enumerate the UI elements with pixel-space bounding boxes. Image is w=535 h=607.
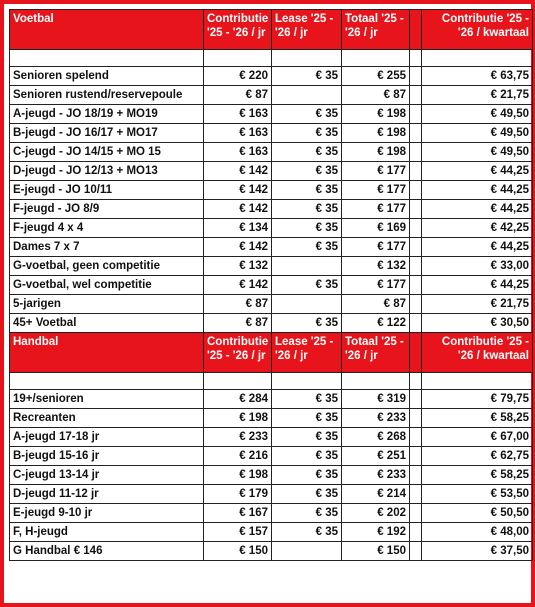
gap-cell (410, 314, 422, 333)
totaal-cell: € 177 (342, 200, 410, 219)
kwartaal-cell: € 33,00 (422, 257, 533, 276)
totaal-cell: € 192 (342, 523, 410, 542)
table-row (10, 504, 533, 523)
gap-cell (410, 105, 422, 124)
contributie-cell: € 150 (204, 542, 272, 561)
totaal-cell: € 251 (342, 447, 410, 466)
kwartaal-cell: € 44,25 (422, 276, 533, 295)
lease-cell (272, 86, 342, 105)
table-row (10, 257, 533, 276)
contributie-cell: € 142 (204, 200, 272, 219)
totaal-cell: € 233 (342, 409, 410, 428)
category-cell: F-jeugd - JO 8/9 (10, 200, 204, 219)
table-row (10, 390, 533, 409)
gap-cell (410, 200, 422, 219)
gap-cell (410, 276, 422, 295)
totaal-cell: € 255 (342, 67, 410, 86)
totaal-cell: € 233 (342, 466, 410, 485)
category-cell: 45+ Voetbal (10, 314, 204, 333)
contributie-cell: € 284 (204, 390, 272, 409)
contributie-cell: € 198 (204, 466, 272, 485)
kwartaal-cell: € 62,75 (422, 447, 533, 466)
lease-cell: € 35 (272, 143, 342, 162)
table-row (10, 219, 533, 238)
totaal-cell: € 202 (342, 504, 410, 523)
totaal-cell: € 319 (342, 390, 410, 409)
table-row (10, 466, 533, 485)
totaal-cell: € 198 (342, 143, 410, 162)
gap-cell (410, 238, 422, 257)
gap-cell (410, 466, 422, 485)
table-row (10, 409, 533, 428)
lease-cell: € 35 (272, 523, 342, 542)
totaal-cell: € 268 (342, 428, 410, 447)
totaal-cell: € 177 (342, 238, 410, 257)
category-cell: Senioren spelend (10, 67, 204, 86)
kwartaal-cell: € 67,00 (422, 428, 533, 447)
category-cell: E-jeugd - JO 10/11 (10, 181, 204, 200)
contributie-cell: € 142 (204, 181, 272, 200)
kwartaal-cell: € 49,50 (422, 143, 533, 162)
totaal-cell: € 87 (342, 295, 410, 314)
voetbal-header-row (10, 10, 533, 50)
category-cell: B-jeugd - JO 16/17 + MO17 (10, 124, 204, 143)
gap-cell (410, 542, 422, 561)
lease-cell (272, 257, 342, 276)
totaal-cell: € 177 (342, 162, 410, 181)
table-row (10, 428, 533, 447)
category-cell: 5-jarigen (10, 295, 204, 314)
gap-cell (410, 428, 422, 447)
lease-cell: € 35 (272, 390, 342, 409)
voetbal-section-title: Voetbal (10, 10, 204, 50)
kwartaal-cell: € 48,00 (422, 523, 533, 542)
category-cell: Dames 7 x 7 (10, 238, 204, 257)
lease-cell: € 35 (272, 466, 342, 485)
table-row (10, 124, 533, 143)
handbal-section-title: Handbal (10, 333, 204, 373)
lease-cell: € 35 (272, 485, 342, 504)
fee-table (9, 9, 533, 561)
kwartaal-cell: € 44,25 (422, 162, 533, 181)
contributie-cell: € 233 (204, 428, 272, 447)
table-row (10, 523, 533, 542)
gap-cell (410, 67, 422, 86)
gap-cell (410, 162, 422, 181)
totaal-cell: € 198 (342, 124, 410, 143)
category-cell: F, H-jeugd (10, 523, 204, 542)
lease-cell: € 35 (272, 105, 342, 124)
gap-cell (410, 390, 422, 409)
lease-cell: € 35 (272, 162, 342, 181)
table-row (10, 162, 533, 181)
lease-cell: € 35 (272, 428, 342, 447)
contributie-cell: € 198 (204, 409, 272, 428)
contributie-cell: € 179 (204, 485, 272, 504)
gap-cell (410, 447, 422, 466)
lease-cell: € 35 (272, 447, 342, 466)
category-cell: A-jeugd 17-18 jr (10, 428, 204, 447)
lease-cell: € 35 (272, 200, 342, 219)
lease-cell: € 35 (272, 124, 342, 143)
kwartaal-cell: € 30,50 (422, 314, 533, 333)
totaal-cell: € 177 (342, 181, 410, 200)
lease-cell: € 35 (272, 276, 342, 295)
category-cell: G-voetbal, wel competitie (10, 276, 204, 295)
handbal-gap-header (410, 333, 422, 373)
contributie-cell: € 163 (204, 124, 272, 143)
contributie-cell: € 142 (204, 238, 272, 257)
contributie-cell: € 167 (204, 504, 272, 523)
category-cell: 19+/senioren (10, 390, 204, 409)
contributie-cell: € 157 (204, 523, 272, 542)
gap-cell (410, 181, 422, 200)
table-row (10, 105, 533, 124)
kwartaal-cell: € 44,25 (422, 181, 533, 200)
kwartaal-cell: € 58,25 (422, 409, 533, 428)
table-row (10, 181, 533, 200)
gap-cell (410, 257, 422, 276)
totaal-cell: € 132 (342, 257, 410, 276)
handbal-lease-header: Lease '25 - '26 / jr (272, 333, 342, 373)
totaal-cell: € 214 (342, 485, 410, 504)
gap-cell (410, 219, 422, 238)
category-cell: G-voetbal, geen competitie (10, 257, 204, 276)
kwartaal-cell: € 58,25 (422, 466, 533, 485)
category-cell: C-jeugd - JO 14/15 + MO 15 (10, 143, 204, 162)
category-cell: D-jeugd - JO 12/13 + MO13 (10, 162, 204, 181)
table-row (10, 485, 533, 504)
handbal-contributie-header: Contributie '25 - '26 / jr (204, 333, 272, 373)
lease-cell: € 35 (272, 238, 342, 257)
voetbal-spacer-row (10, 50, 533, 67)
category-cell: C-jeugd 13-14 jr (10, 466, 204, 485)
lease-cell (272, 542, 342, 561)
gap-cell (410, 295, 422, 314)
voetbal-gap-header (410, 10, 422, 50)
contributie-cell: € 132 (204, 257, 272, 276)
contributie-cell: € 87 (204, 86, 272, 105)
handbal-spacer-row (10, 373, 533, 390)
contributie-cell: € 163 (204, 105, 272, 124)
voetbal-lease-header: Lease '25 - '26 / jr (272, 10, 342, 50)
contributie-cell: € 134 (204, 219, 272, 238)
lease-cell (272, 295, 342, 314)
table-row (10, 238, 533, 257)
kwartaal-cell: € 50,50 (422, 504, 533, 523)
totaal-cell: € 122 (342, 314, 410, 333)
handbal-section (10, 333, 533, 561)
contributie-cell: € 216 (204, 447, 272, 466)
table-row (10, 143, 533, 162)
category-cell: B-jeugd 15-16 jr (10, 447, 204, 466)
contributie-cell: € 220 (204, 67, 272, 86)
gap-cell (410, 504, 422, 523)
totaal-cell: € 177 (342, 276, 410, 295)
table-row (10, 67, 533, 86)
contributie-cell: € 142 (204, 276, 272, 295)
category-cell: A-jeugd - JO 18/19 + MO19 (10, 105, 204, 124)
table-row (10, 542, 533, 561)
totaal-cell: € 150 (342, 542, 410, 561)
kwartaal-cell: € 21,75 (422, 295, 533, 314)
contributie-cell: € 142 (204, 162, 272, 181)
lease-cell: € 35 (272, 219, 342, 238)
kwartaal-cell: € 42,25 (422, 219, 533, 238)
category-cell: G Handbal € 146 (10, 542, 204, 561)
category-cell: Recreanten (10, 409, 204, 428)
kwartaal-cell: € 37,50 (422, 542, 533, 561)
gap-cell (410, 485, 422, 504)
handbal-header-row (10, 333, 533, 373)
handbal-kwartaal-header: Contributie '25 - '26 / kwartaal (422, 333, 533, 373)
kwartaal-cell: € 53,50 (422, 485, 533, 504)
voetbal-contributie-header: Contributie '25 - '26 / jr (204, 10, 272, 50)
table-row (10, 295, 533, 314)
gap-cell (410, 124, 422, 143)
contributie-cell: € 87 (204, 314, 272, 333)
kwartaal-cell: € 49,50 (422, 105, 533, 124)
contributie-cell: € 87 (204, 295, 272, 314)
table-row (10, 276, 533, 295)
lease-cell: € 35 (272, 67, 342, 86)
category-cell: F-jeugd 4 x 4 (10, 219, 204, 238)
totaal-cell: € 169 (342, 219, 410, 238)
kwartaal-cell: € 44,25 (422, 238, 533, 257)
category-cell: D-jeugd 11-12 jr (10, 485, 204, 504)
contributie-cell: € 163 (204, 143, 272, 162)
voetbal-totaal-header: Totaal '25 - '26 / jr (342, 10, 410, 50)
category-cell: E-jeugd 9-10 jr (10, 504, 204, 523)
kwartaal-cell: € 21,75 (422, 86, 533, 105)
gap-cell (410, 86, 422, 105)
table-row (10, 200, 533, 219)
kwartaal-cell: € 79,75 (422, 390, 533, 409)
totaal-cell: € 87 (342, 86, 410, 105)
lease-cell: € 35 (272, 504, 342, 523)
gap-cell (410, 143, 422, 162)
totaal-cell: € 198 (342, 105, 410, 124)
kwartaal-cell: € 63,75 (422, 67, 533, 86)
category-cell: Senioren rustend/reservepoule (10, 86, 204, 105)
lease-cell: € 35 (272, 314, 342, 333)
table-row (10, 86, 533, 105)
table-row (10, 314, 533, 333)
voetbal-section (10, 10, 533, 333)
kwartaal-cell: € 49,50 (422, 124, 533, 143)
kwartaal-cell: € 44,25 (422, 200, 533, 219)
gap-cell (410, 523, 422, 542)
voetbal-kwartaal-header: Contributie '25 - '26 / kwartaal (422, 10, 533, 50)
handbal-totaal-header: Totaal '25 - '26 / jr (342, 333, 410, 373)
lease-cell: € 35 (272, 409, 342, 428)
lease-cell: € 35 (272, 181, 342, 200)
table-row (10, 447, 533, 466)
gap-cell (410, 409, 422, 428)
